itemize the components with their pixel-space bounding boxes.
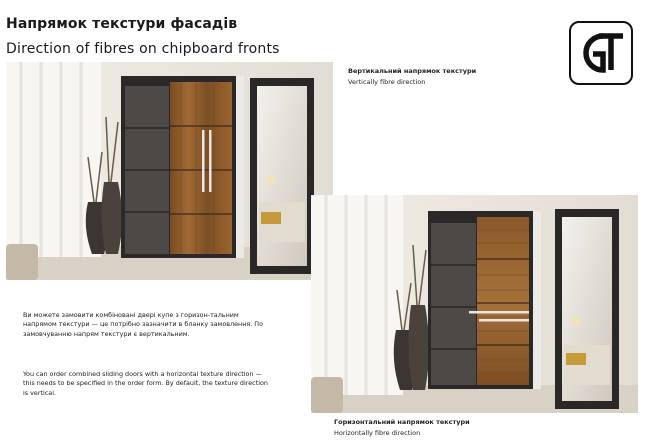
vertical-caption-ua: Вертикальний напрямок текстури — [348, 67, 477, 75]
page-title-ua: Напрямок текстури фасадів — [6, 16, 238, 32]
vertical-caption — [348, 66, 476, 88]
vertical-wardrobe-photo — [6, 62, 333, 280]
description-en: You can order combined sliding doors with a horizontal texture direction — this needs to be specified in the order form. By default, the texture direction is vertical. — [23, 370, 268, 397]
page-title-en: Direction of fibres on chipboard fronts — [6, 41, 280, 57]
horizontal-caption-ua: Горизонтальний напрямок текстури — [334, 418, 470, 426]
description-ua: Ви можете замовити комбіновані двері купе з горизон-тальним напрямом текстури — це потрібно зазначити в бланку замовлення. По замовчуванню напрям текстури є вертикальним. — [23, 311, 264, 338]
brand-logo-mark — [571, 23, 631, 83]
horizontal-caption-en: Horizontally fibre direction — [334, 429, 421, 437]
horizontal-wardrobe-photo — [311, 195, 638, 413]
brand-logo — [569, 21, 633, 85]
horizontal-caption — [334, 417, 470, 439]
vertical-caption-en: Vertically fibre direction — [348, 78, 426, 86]
